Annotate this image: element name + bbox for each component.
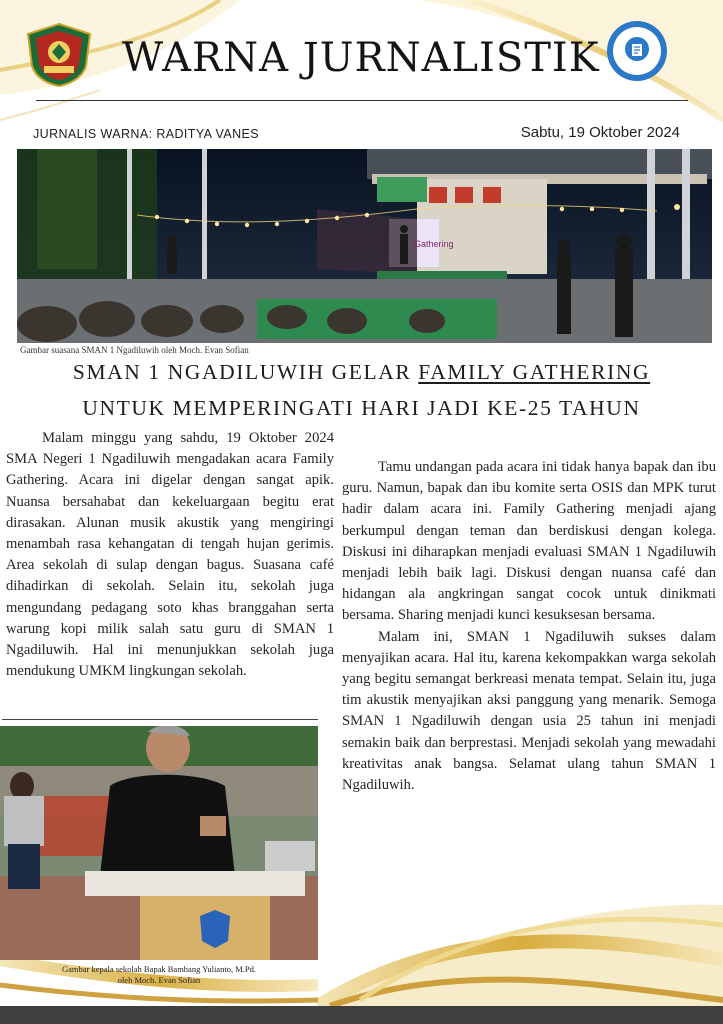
byline: JURNALIS WARNA: RADITYA VANES: [33, 127, 259, 141]
stage-banner-text: Gathering: [414, 239, 454, 249]
article-right-column: [342, 457, 716, 796]
column-divider: [2, 719, 318, 720]
masthead-title: WARNA JURNALISTIK: [122, 35, 600, 81]
footer-bar: [0, 1006, 723, 1024]
bottom-caption-line-1: Gambar kepala sekolah Bapak Bambang Yulianto, M.Pd.: [62, 964, 256, 974]
bottom-caption-line-2: oleh Moch. Evan Sofian: [117, 975, 201, 985]
article-paragraph: Malam ini, SMAN 1 Ngadiluwih sukses dalam menyajikan acara. Hal itu, karena kekompakkan warga sekolah yang begitu semangat berkreasi menata tempat. Selain itu, juga tim akustik menyajikan aksi panggung yang menarik. Semoga SMAN 1 Ngadiluwih dengan usia 25 tahun ini menjadi semakin baik dan berprestasi. Menjadi sekolah yang mewadahi kreativitas anak bangsa. Selamat ulang tahun SMAN 1 Ngadiluwih.: [342, 628, 716, 794]
headmaster-photo: [0, 726, 318, 960]
headline-underlined: FAMILY GATHERING: [418, 360, 651, 384]
top-photo-caption: Gambar suasana SMAN 1 Ngadiluwih oleh Moch. Evan Sofian: [20, 345, 249, 355]
publication-date: Sabtu, 19 Oktober 2024: [520, 124, 680, 141]
event-night-scene: [17, 149, 712, 343]
school-emblem-icon: [24, 22, 94, 88]
bottom-photo-caption: [0, 964, 318, 986]
event-night-photo: [17, 149, 712, 343]
headmaster-scene: [0, 726, 318, 960]
headline-line-1: [0, 360, 723, 385]
headline-line-2: UNTUK MEMPERINGATI HARI JADI KE-25 TAHUN: [82, 396, 641, 420]
header-divider: [36, 100, 688, 101]
article-left-column: [6, 428, 334, 682]
warna-journalism-logo-icon: [606, 20, 668, 82]
article-paragraph: Malam minggu yang sahdu, 19 Oktober 2024 SMA Negeri 1 Ngadiluwih mengadakan acara Family Gathering. Acara ini digelar dengan sangat apik. Nuansa bersahabat dan kekeluargaan begitu erat dirasakan. Alunan musik akustik yang mengiringi menambah rasa kehangatan di tengah hujan gerimis. Area sekolah di sulap dengan bagus. Suasana café dihadirkan di sekolah. Selain itu, sekolah juga mengundang pedagang soto khas branggahan serta warung kopi milik salah satu guru di SMAN 1 Ngadiluwih. Hal ini menunjukkan sekolah juga mendukung UMKM lingkungan sekolah.: [6, 430, 334, 680]
article-paragraph: Tamu undangan pada acara ini tidak hanya bapak dan ibu guru. Namun, bapak dan ibu komite serta OSIS dan MPK turut hadir dalam acara ini. Family Gathering menjadi ajang berkumpul dengan teman dan berdiskusi dengan kolega. Diskusi ini diharapkan menjadi evaluasi SMAN 1 Ngadiluwih menjadi lebih baik lagi. Diskusi dengan nuansa café dan hidangan ala angkringan sangat cocok untuk dinikmati bersama. Sharing menjadi kunci kesuksesan bersama.: [342, 459, 716, 624]
headline-prefix: SMAN 1 NGADILUWIH GELAR: [72, 360, 419, 384]
